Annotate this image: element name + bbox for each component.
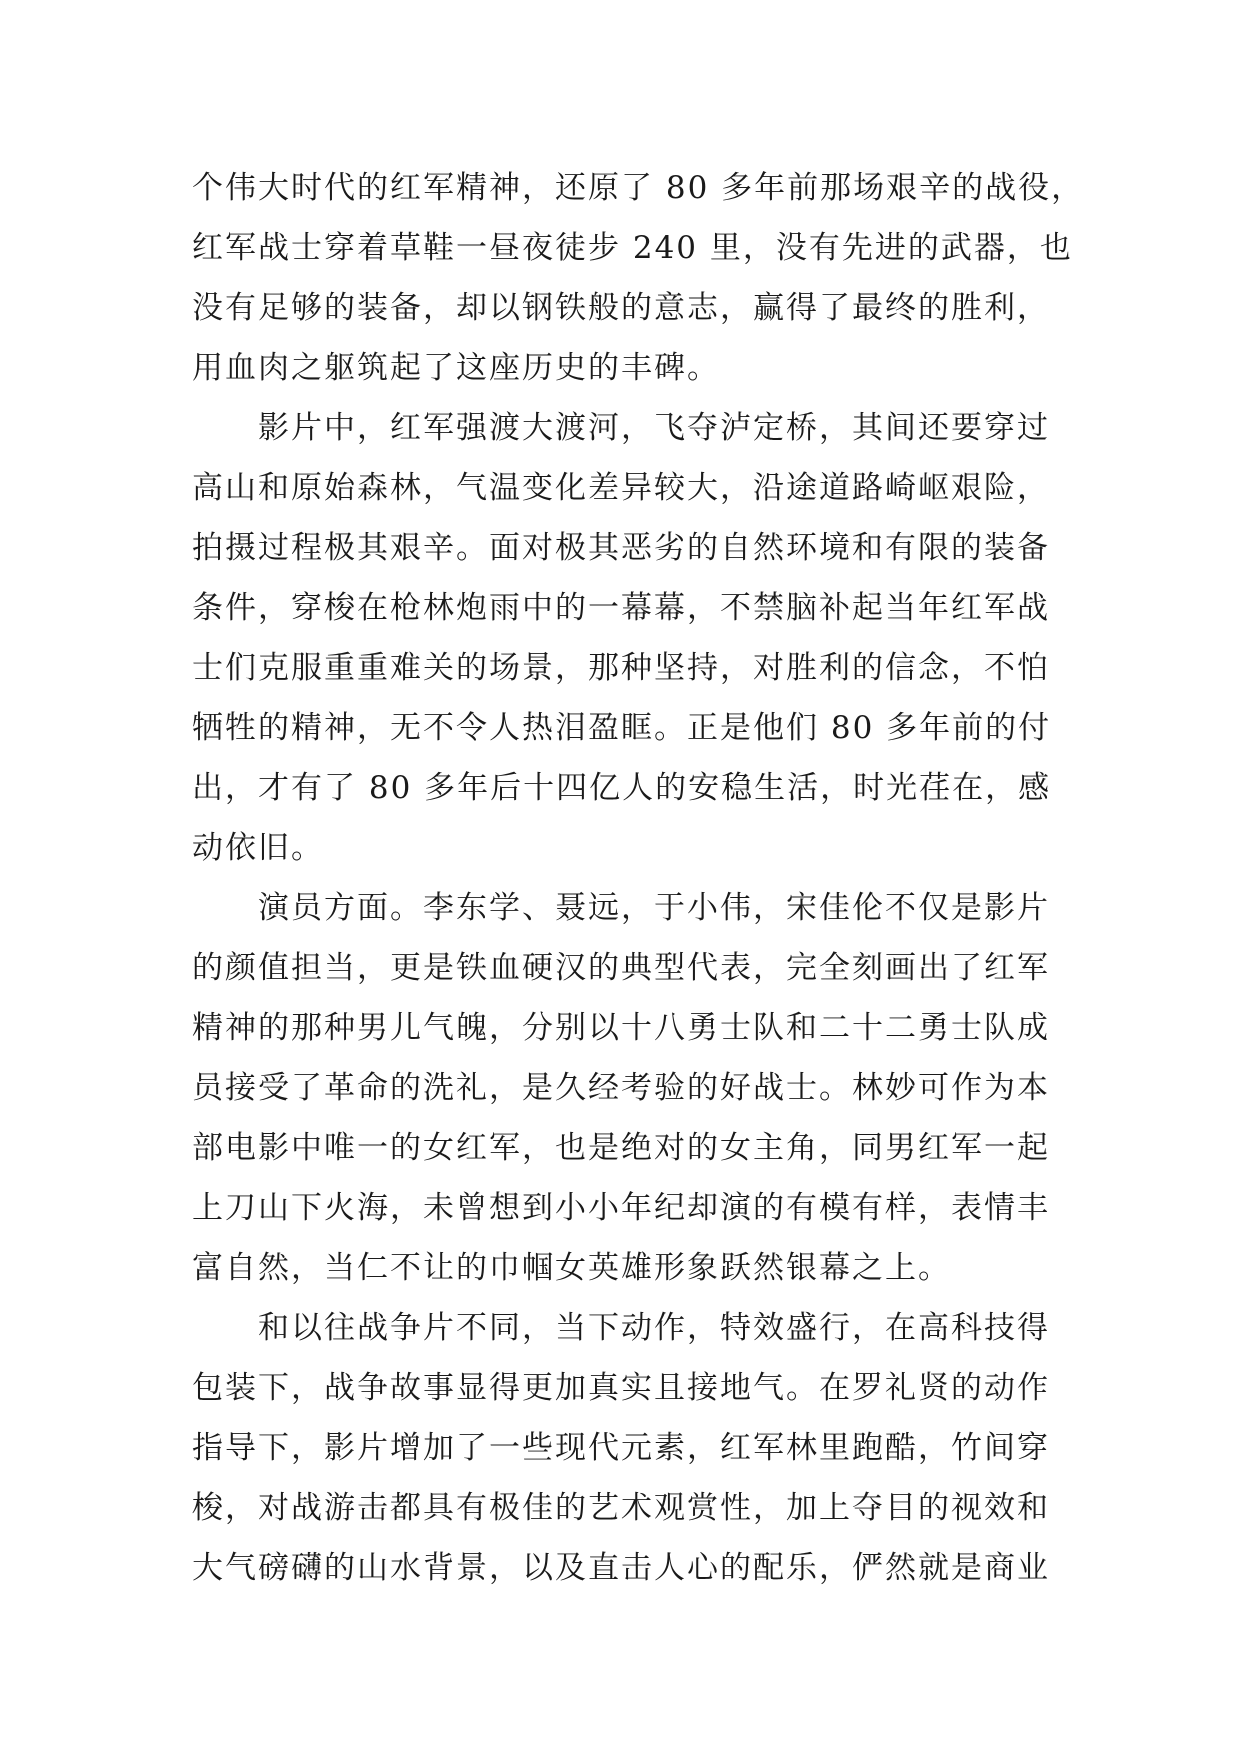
text-line: 大气磅礴的山水背景，以及直击人心的配乐，俨然就是商业 (192, 1550, 1050, 1586)
text-line: 拍摄过程极其艰辛。面对极其恶劣的自然环境和有限的装备 (192, 530, 1050, 566)
text-line: 牺牲的精神，无不令人热泪盈眶。正是他们 80 多年前的付 (192, 710, 1052, 746)
text-line: 用血肉之躯筑起了这座历史的丰碑。 (192, 350, 720, 386)
text-line: 条件，穿梭在枪林炮雨中的一幕幕，不禁脑补起当年红军战 (192, 590, 1050, 626)
text-line: 出，才有了 80 多年后十四亿人的安稳生活，时光荏在，感 (192, 770, 1052, 806)
paragraph-red-army-spirit (192, 158, 1085, 398)
text-line: 员接受了革命的洗礼，是久经考验的好战士。林妙可作为本 (192, 1070, 1050, 1106)
document-body (192, 158, 1085, 1598)
text-line: 动依旧。 (192, 830, 324, 866)
text-line: 指导下，影片增加了一些现代元素，红军林里跑酷，竹间穿 (192, 1430, 1050, 1466)
paragraph-filming-conditions (192, 398, 1052, 878)
paragraph-actors (192, 878, 1052, 1298)
text-line: 的颜值担当，更是铁血硬汉的典型代表，完全刻画出了红军 (192, 950, 1050, 986)
paragraph-action-effects (192, 1298, 1052, 1598)
text-line: 没有足够的装备，却以钢铁般的意志，赢得了最终的胜利， (192, 290, 1050, 326)
text-line: 富自然，当仁不让的巾帼女英雄形象跃然银幕之上。 (192, 1250, 951, 1286)
text-line: 个伟大时代的红军精神，还原了 80 多年前那场艰辛的战役， (192, 170, 1085, 206)
text-line: 上刀山下火海，未曾想到小小年纪却演的有模有样，表情丰 (192, 1190, 1050, 1226)
text-line: 红军战士穿着草鞋一昼夜徒步 240 里，没有先进的武器，也 (192, 230, 1073, 266)
text-line: 士们克服重重难关的场景，那种坚持，对胜利的信念，不怕 (192, 650, 1050, 686)
text-line: 演员方面。李东学、聂远，于小伟，宋佳伦不仅是影片 (192, 890, 1050, 926)
text-line: 高山和原始森林，气温变化差异较大，沿途道路崎岖艰险， (192, 470, 1050, 506)
text-line: 和以往战争片不同，当下动作，特效盛行，在高科技得 (192, 1310, 1050, 1346)
text-line: 影片中，红军强渡大渡河，飞夺泸定桥，其间还要穿过 (192, 410, 1050, 446)
text-line: 精神的那种男儿气魄，分别以十八勇士队和二十二勇士队成 (192, 1010, 1050, 1046)
text-line: 包装下，战争故事显得更加真实且接地气。在罗礼贤的动作 (192, 1370, 1050, 1406)
text-line: 部电影中唯一的女红军，也是绝对的女主角，同男红军一起 (192, 1130, 1050, 1166)
text-line: 梭，对战游击都具有极佳的艺术观赏性，加上夺目的视效和 (192, 1490, 1050, 1526)
